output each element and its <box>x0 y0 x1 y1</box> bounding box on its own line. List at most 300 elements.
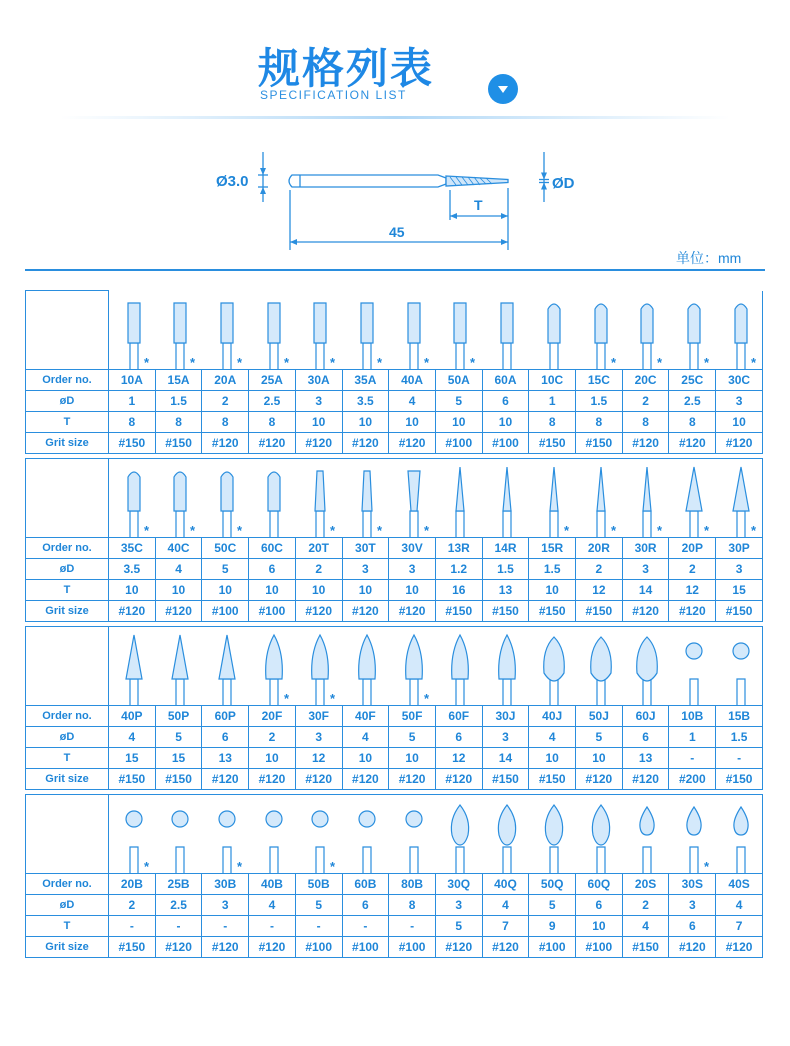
table-row <box>26 291 763 370</box>
cell-t: - <box>202 916 249 937</box>
cell-od: 1 <box>669 727 716 748</box>
cell-od: 4 <box>342 727 389 748</box>
star-icon: * <box>703 523 709 537</box>
bur-round-icon <box>716 293 766 369</box>
cell-t: 8 <box>622 412 669 433</box>
cell-od: 2 <box>249 727 296 748</box>
cell-t: - <box>155 916 202 937</box>
table-row <box>26 748 763 769</box>
cell-t: - <box>249 916 296 937</box>
cell-grit: #120 <box>342 433 389 454</box>
bur-round-icon <box>109 461 159 537</box>
cell-grit: #120 <box>669 433 716 454</box>
bur-image-cell <box>576 795 623 874</box>
cell-od: 3.5 <box>342 391 389 412</box>
star-icon: * <box>144 523 150 537</box>
star-icon: * <box>283 355 289 369</box>
cell-grit: #150 <box>482 769 529 790</box>
bur-round-icon <box>576 293 626 369</box>
row-label-blank <box>26 627 109 706</box>
table-row <box>26 559 763 580</box>
bur-image-cell <box>435 795 482 874</box>
cell-grit: #120 <box>342 601 389 622</box>
cell-order: 60Q <box>576 874 623 895</box>
bur-image-cell <box>669 291 716 370</box>
cell-order: 50J <box>576 706 623 727</box>
cell-grit: #120 <box>295 769 342 790</box>
cell-order: 40C <box>155 538 202 559</box>
bur-image-cell <box>342 291 389 370</box>
bur-invtaper-icon <box>389 461 439 537</box>
cell-od: 3 <box>622 559 669 580</box>
cell-t: 12 <box>669 580 716 601</box>
cell-t: 8 <box>576 412 623 433</box>
header <box>0 0 790 130</box>
cell-t: 10 <box>249 580 296 601</box>
cell-grit: #120 <box>342 769 389 790</box>
cell-grit: #120 <box>202 769 249 790</box>
cell-grit: #120 <box>202 433 249 454</box>
cell-od: 6 <box>482 391 529 412</box>
table-row <box>26 706 763 727</box>
bur-needle-icon <box>482 461 532 537</box>
bur-image-cell <box>202 627 249 706</box>
cell-t: 10 <box>109 580 156 601</box>
cell-order: 14R <box>482 538 529 559</box>
cell-od: 4 <box>716 895 763 916</box>
table-row <box>26 433 763 454</box>
cell-grit: #100 <box>295 937 342 958</box>
bur-image-cell <box>295 795 342 874</box>
bur-image-cell <box>529 627 576 706</box>
bur-image-cell <box>435 291 482 370</box>
star-icon: * <box>703 355 709 369</box>
star-icon: * <box>423 523 429 537</box>
cell-grit: #120 <box>716 937 763 958</box>
star-icon: * <box>610 355 616 369</box>
cell-od: 4 <box>482 895 529 916</box>
star-icon: * <box>657 355 663 369</box>
cell-order: 40P <box>109 706 156 727</box>
cell-grit: #120 <box>435 769 482 790</box>
cell-t: 10 <box>295 580 342 601</box>
cell-order: 60P <box>202 706 249 727</box>
cell-od: 4 <box>249 895 296 916</box>
cell-t: 7 <box>716 916 763 937</box>
bur-image-cell <box>109 627 156 706</box>
cell-grit: #100 <box>249 601 296 622</box>
row-label-t: T <box>26 916 109 937</box>
cell-order: 30V <box>389 538 436 559</box>
bur-flame-icon <box>295 629 345 705</box>
bur-flame-icon <box>435 629 485 705</box>
bur-image-cell <box>622 291 669 370</box>
row-label-grit: Grit size <box>26 433 109 454</box>
bur-image-cell <box>576 291 623 370</box>
cell-grit: #120 <box>716 433 763 454</box>
bur-ball-icon <box>109 797 159 873</box>
cell-grit: #100 <box>202 601 249 622</box>
cell-od: 6 <box>202 727 249 748</box>
bur-drop-icon <box>716 797 766 873</box>
star-icon: * <box>610 523 616 537</box>
cell-grit: #150 <box>529 433 576 454</box>
row-label-od: øD <box>26 727 109 748</box>
cell-od: 1.5 <box>529 559 576 580</box>
cell-grit: #120 <box>669 937 716 958</box>
cell-od: 3 <box>202 895 249 916</box>
cell-od: 3 <box>342 559 389 580</box>
cell-t: 7 <box>482 916 529 937</box>
row-label-grit: Grit size <box>26 769 109 790</box>
bur-image-cell <box>669 627 716 706</box>
cell-order: 50B <box>295 874 342 895</box>
dimension-diagram <box>0 130 790 270</box>
cell-t: 10 <box>155 580 202 601</box>
star-icon: * <box>236 523 242 537</box>
bur-cone-icon <box>716 461 766 537</box>
bur-image-cell <box>342 795 389 874</box>
cell-order: 30T <box>342 538 389 559</box>
bur-image-cell <box>155 291 202 370</box>
bur-image-cell <box>295 459 342 538</box>
row-label-order: Order no. <box>26 370 109 391</box>
cell-grit: #150 <box>529 769 576 790</box>
cell-t: 8 <box>202 412 249 433</box>
cell-order: 30C <box>716 370 763 391</box>
cell-grit: #150 <box>155 433 202 454</box>
cell-od: 3 <box>716 391 763 412</box>
table-row <box>26 727 763 748</box>
table-row <box>26 391 763 412</box>
cell-grit: #100 <box>389 937 436 958</box>
row-label-blank <box>26 459 109 538</box>
cell-t: 13 <box>482 580 529 601</box>
cell-grit: #120 <box>435 937 482 958</box>
cell-grit: #150 <box>482 601 529 622</box>
spec-table-grid <box>25 290 763 958</box>
bur-image-cell <box>202 795 249 874</box>
table-row <box>26 627 763 706</box>
bur-image-cell <box>435 459 482 538</box>
cell-t: 15 <box>155 748 202 769</box>
bur-flame-icon <box>482 629 532 705</box>
cell-t: 10 <box>482 412 529 433</box>
cell-od: 3 <box>716 559 763 580</box>
cell-grit: #120 <box>295 601 342 622</box>
bur-cyl-icon <box>109 293 159 369</box>
cell-grit: #120 <box>155 937 202 958</box>
cell-order: 20T <box>295 538 342 559</box>
bur-image-cell <box>109 291 156 370</box>
bur-image-cell <box>342 459 389 538</box>
cell-order: 25A <box>249 370 296 391</box>
cell-order: 20P <box>669 538 716 559</box>
cell-t: 10 <box>389 748 436 769</box>
cell-t: 8 <box>249 412 296 433</box>
star-icon: * <box>563 523 569 537</box>
cell-grit: #120 <box>389 769 436 790</box>
bur-image-cell <box>482 291 529 370</box>
bur-image-cell <box>249 627 296 706</box>
bur-image-cell <box>576 627 623 706</box>
cell-order: 20A <box>202 370 249 391</box>
cell-t: 10 <box>249 748 296 769</box>
cell-grit: #120 <box>482 937 529 958</box>
cell-od: 4 <box>529 727 576 748</box>
bur-image-cell <box>155 459 202 538</box>
chevron-down-icon[interactable] <box>488 74 518 104</box>
page-subtitle: SPECIFICATION LIST <box>260 88 407 102</box>
bur-bullet-icon <box>576 629 626 705</box>
star-icon: * <box>750 355 756 369</box>
bur-image-cell <box>389 459 436 538</box>
cell-od: 2 <box>622 895 669 916</box>
unit-label: 单位：mm <box>676 250 742 266</box>
cell-order: 40Q <box>482 874 529 895</box>
row-label-grit: Grit size <box>26 937 109 958</box>
bur-image-cell <box>622 459 669 538</box>
bur-ball-icon <box>295 797 345 873</box>
bur-image-cell <box>109 459 156 538</box>
bur-image-cell <box>202 459 249 538</box>
bur-needle-icon <box>435 461 485 537</box>
cell-od: 3 <box>389 559 436 580</box>
cell-order: 20R <box>576 538 623 559</box>
bur-taper-icon <box>295 461 345 537</box>
bur-image-cell <box>389 795 436 874</box>
cell-t: 13 <box>202 748 249 769</box>
cell-od: 5 <box>435 391 482 412</box>
cell-t: 4 <box>622 916 669 937</box>
cell-t: 10 <box>342 412 389 433</box>
row-label-od: øD <box>26 895 109 916</box>
bur-needle-icon <box>529 461 579 537</box>
bur-ball-icon <box>389 797 439 873</box>
cell-grit: #120 <box>622 433 669 454</box>
bur-image-cell <box>155 795 202 874</box>
bur-ball-icon <box>202 797 252 873</box>
cell-od: 1.5 <box>155 391 202 412</box>
cell-t: 10 <box>342 580 389 601</box>
cell-od: 5 <box>529 895 576 916</box>
bur-image-cell <box>249 459 296 538</box>
cell-grit: #100 <box>342 937 389 958</box>
bur-ball-icon <box>669 629 719 705</box>
bur-round-icon <box>249 461 299 537</box>
row-label-blank <box>26 795 109 874</box>
bur-round-icon <box>622 293 672 369</box>
spec-table <box>25 290 763 958</box>
bur-bullet-icon <box>622 629 672 705</box>
row-label-blank <box>26 291 109 370</box>
table-row <box>26 895 763 916</box>
cell-order: 30F <box>295 706 342 727</box>
bur-cyl-icon <box>155 293 205 369</box>
cell-t: 15 <box>716 580 763 601</box>
bur-egg-icon <box>576 797 626 873</box>
cell-order: 35A <box>342 370 389 391</box>
cell-od: 2 <box>576 559 623 580</box>
row-label-t: T <box>26 580 109 601</box>
star-icon: * <box>236 859 242 873</box>
bur-image-cell <box>716 795 763 874</box>
cell-od: 5 <box>155 727 202 748</box>
cell-order: 40S <box>716 874 763 895</box>
cell-grit: #100 <box>576 937 623 958</box>
star-icon: * <box>750 523 756 537</box>
cell-t: 16 <box>435 580 482 601</box>
cell-od: 1.5 <box>482 559 529 580</box>
cell-od: 3 <box>482 727 529 748</box>
row-label-t: T <box>26 412 109 433</box>
cell-od: 1.2 <box>435 559 482 580</box>
star-icon: * <box>377 523 383 537</box>
bur-image-cell <box>716 459 763 538</box>
cell-order: 50C <box>202 538 249 559</box>
cell-order: 40J <box>529 706 576 727</box>
cell-grit: #150 <box>109 433 156 454</box>
cell-order: 80B <box>389 874 436 895</box>
cell-t: - <box>342 916 389 937</box>
cell-grit: #120 <box>202 937 249 958</box>
cell-order: 30S <box>669 874 716 895</box>
bur-image-cell <box>576 459 623 538</box>
cell-order: 20F <box>249 706 296 727</box>
cell-grit: #120 <box>389 433 436 454</box>
cell-order: 20S <box>622 874 669 895</box>
cell-grit: #150 <box>716 601 763 622</box>
shank-diameter-label: Ø3.0 <box>216 173 249 190</box>
cell-t: 10 <box>295 412 342 433</box>
cell-t: 12 <box>295 748 342 769</box>
cell-order: 60A <box>482 370 529 391</box>
bur-drop-icon <box>669 797 719 873</box>
row-label-order: Order no. <box>26 874 109 895</box>
cell-grit: #150 <box>529 601 576 622</box>
tip-length-label: T <box>474 197 483 213</box>
bur-image-cell <box>295 291 342 370</box>
cell-t: 6 <box>669 916 716 937</box>
cell-order: 15C <box>576 370 623 391</box>
bur-cyl-icon <box>295 293 345 369</box>
cell-t: 10 <box>202 580 249 601</box>
bur-taper-icon <box>342 461 392 537</box>
cell-order: 50A <box>435 370 482 391</box>
cell-od: 2.5 <box>249 391 296 412</box>
cell-od: 2.5 <box>155 895 202 916</box>
cell-od: 3 <box>669 895 716 916</box>
bur-cyl-icon <box>435 293 485 369</box>
cell-grit: #150 <box>622 937 669 958</box>
bur-cone-icon <box>155 629 205 705</box>
cell-t: - <box>295 916 342 937</box>
bur-cyl-icon <box>249 293 299 369</box>
cell-order: 60C <box>249 538 296 559</box>
cell-grit: #150 <box>435 601 482 622</box>
cell-order: 30R <box>622 538 669 559</box>
cell-order: 15R <box>529 538 576 559</box>
header-divider <box>60 116 730 119</box>
bur-round-icon <box>155 461 205 537</box>
cell-order: 40A <box>389 370 436 391</box>
cell-t: 5 <box>435 916 482 937</box>
cell-grit: #150 <box>576 433 623 454</box>
bur-cone-icon <box>202 629 252 705</box>
bur-ball-icon <box>249 797 299 873</box>
bur-round-icon <box>669 293 719 369</box>
cell-t: - <box>669 748 716 769</box>
cell-grit: #150 <box>716 769 763 790</box>
page-title: 规格列表 <box>258 45 435 92</box>
cell-t: 9 <box>529 916 576 937</box>
cell-order: 10C <box>529 370 576 391</box>
cell-od: 6 <box>576 895 623 916</box>
cell-od: 6 <box>622 727 669 748</box>
table-row <box>26 459 763 538</box>
cell-order: 20B <box>109 874 156 895</box>
cell-order: 30A <box>295 370 342 391</box>
row-label-order: Order no. <box>26 538 109 559</box>
bur-image-cell <box>435 627 482 706</box>
cell-grit: #120 <box>155 601 202 622</box>
cell-t: 10 <box>435 412 482 433</box>
cell-order: 50Q <box>529 874 576 895</box>
cell-order: 25C <box>669 370 716 391</box>
cell-grit: #120 <box>249 433 296 454</box>
bur-image-cell <box>622 627 669 706</box>
cell-grit: #120 <box>389 601 436 622</box>
cell-order: 35C <box>109 538 156 559</box>
bur-egg-icon <box>435 797 485 873</box>
bur-image-cell <box>249 795 296 874</box>
star-icon: * <box>330 355 336 369</box>
cell-order: 30B <box>202 874 249 895</box>
cell-od: 3 <box>295 727 342 748</box>
bur-image-cell <box>202 291 249 370</box>
cell-order: 40B <box>249 874 296 895</box>
row-label-grit: Grit size <box>26 601 109 622</box>
cell-order: 25B <box>155 874 202 895</box>
cell-order: 60J <box>622 706 669 727</box>
cell-od: 3.5 <box>109 559 156 580</box>
cell-t: 10 <box>529 580 576 601</box>
cell-t: 8 <box>669 412 716 433</box>
table-row <box>26 916 763 937</box>
row-label-od: øD <box>26 559 109 580</box>
bur-image-cell <box>482 627 529 706</box>
cell-order: 60F <box>435 706 482 727</box>
star-icon: * <box>236 355 242 369</box>
star-icon: * <box>190 523 196 537</box>
head-diameter-label: ØD <box>552 175 575 192</box>
cell-t: 8 <box>529 412 576 433</box>
star-icon: * <box>423 355 429 369</box>
cell-t: 12 <box>435 748 482 769</box>
cell-grit: #120 <box>109 601 156 622</box>
star-icon: * <box>283 691 289 705</box>
cell-t: - <box>109 916 156 937</box>
cell-grit: #120 <box>669 601 716 622</box>
table-row <box>26 874 763 895</box>
cell-t: - <box>716 748 763 769</box>
star-icon: * <box>330 691 336 705</box>
cell-grit: #120 <box>622 769 669 790</box>
bur-egg-icon <box>529 797 579 873</box>
cell-od: 6 <box>342 895 389 916</box>
table-row <box>26 580 763 601</box>
cell-order: 15B <box>716 706 763 727</box>
